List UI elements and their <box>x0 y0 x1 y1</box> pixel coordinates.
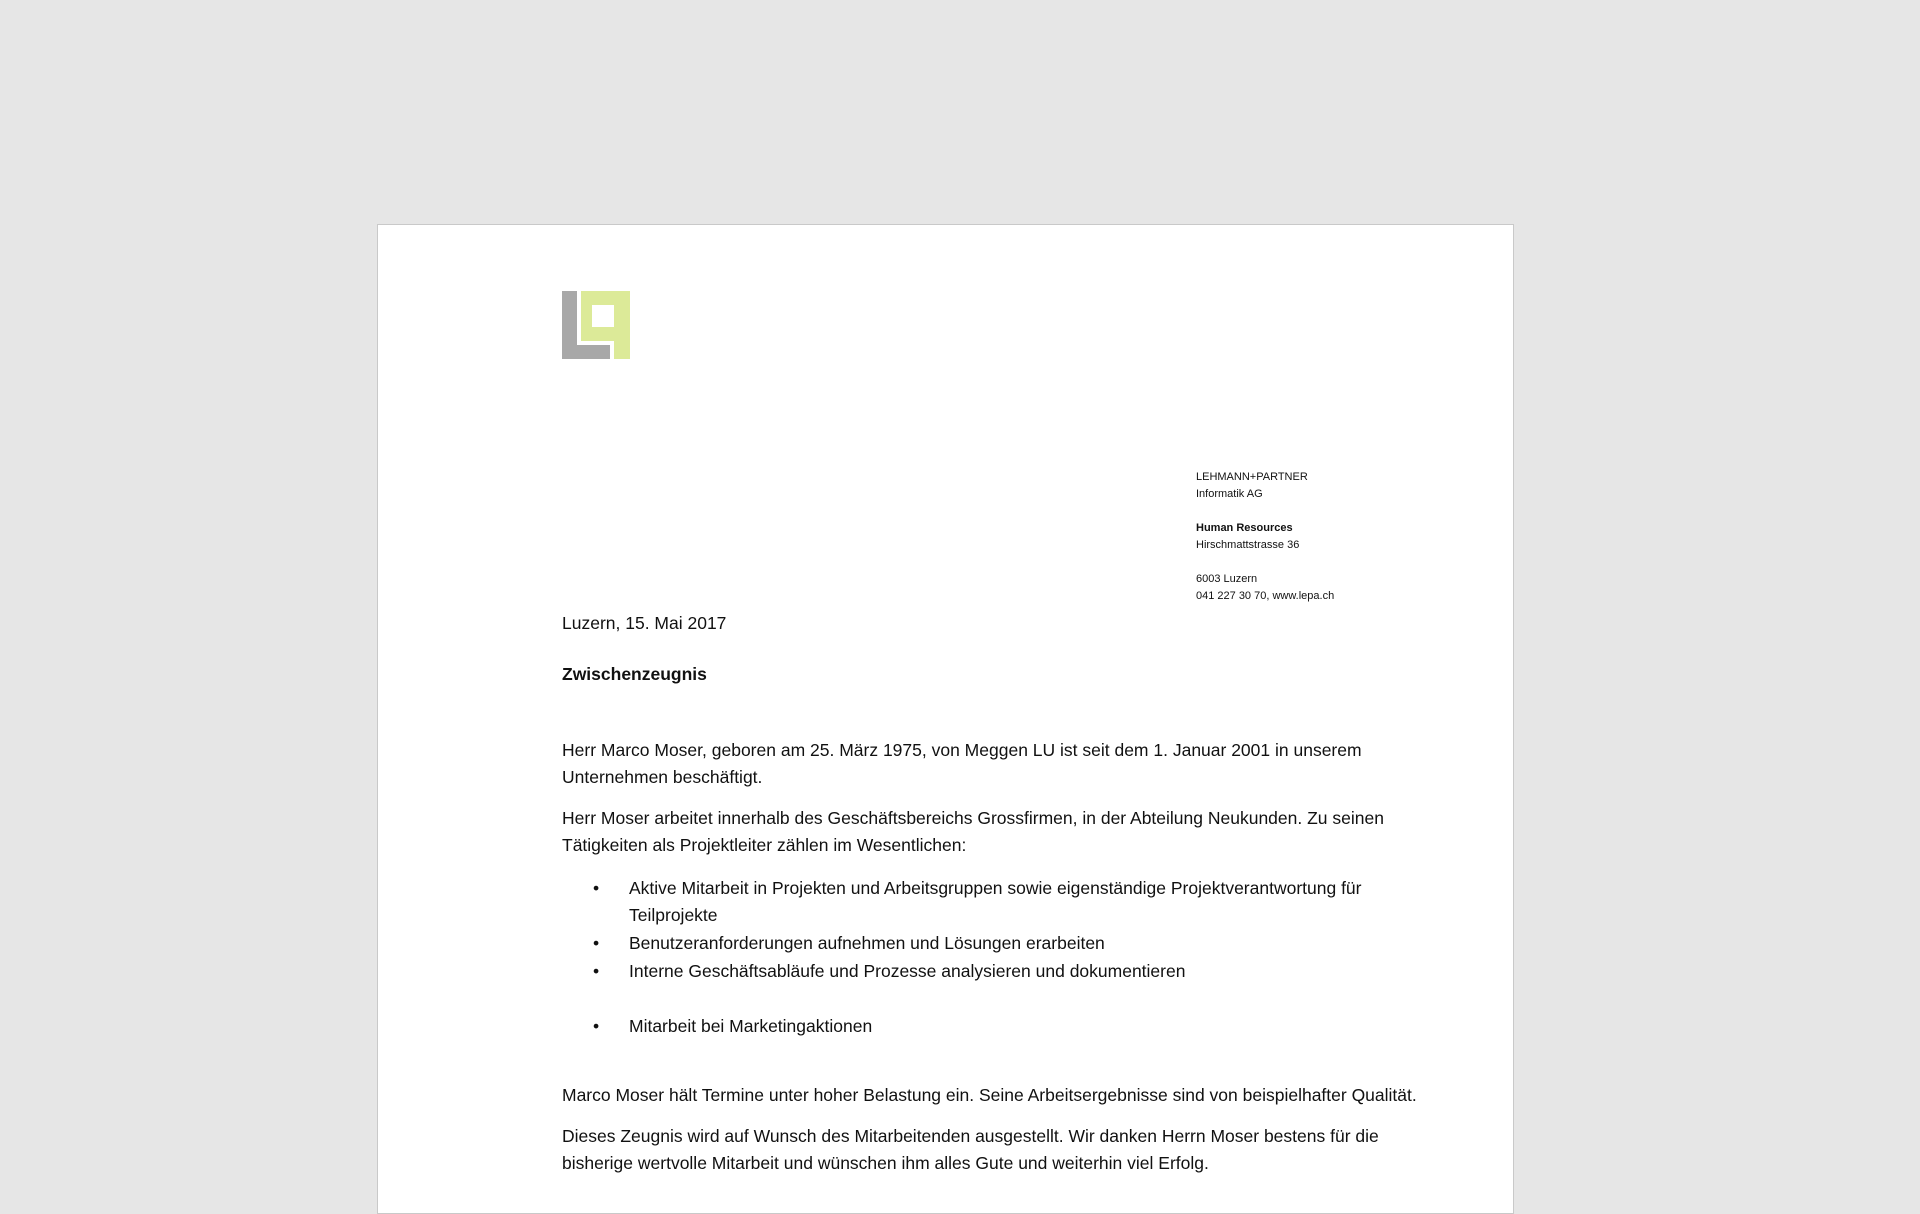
letter-subject: Zwischenzeugnis <box>562 664 707 684</box>
contact-info: 041 227 30 70, www.lepa.ch <box>1196 590 1335 602</box>
duty-text: Benutzeranforderungen aufnehmen und Lösungen erarbeiten <box>629 933 1105 953</box>
letter-body <box>562 610 1442 1177</box>
spacer <box>1196 503 1334 520</box>
duty-text: Mitarbeit bei Marketingaktionen <box>629 1016 873 1036</box>
paragraph-performance: Marco Moser hält Termine unter hoher Belastung ein. Seine Arbeitsergebnisse sind von beispielhafter Qualität. <box>562 1085 1417 1105</box>
lp-logo <box>562 291 630 359</box>
bullet-icon: • <box>593 933 600 953</box>
paragraph-closing: Dieses Zeugnis wird auf Wunsch des Mitarbeitenden ausgestellt. Wir danken Herrn Moser bestens für die bisherige wertvolle Mitarbeit und wünschen ihm alles Gute und weiterhin viel Erfolg. <box>562 1126 1379 1173</box>
list-item <box>562 930 1442 957</box>
company-name: LEHMANN+PARTNER <box>1196 471 1308 483</box>
company-suffix: Informatik AG <box>1196 488 1263 500</box>
street-address: Hirschmattstrasse 36 <box>1196 539 1300 551</box>
duty-text: Aktive Mitarbeit in Projekten und Arbeitsgruppen sowie eigenständige Projektverantwortung für Teilprojekte <box>629 878 1362 925</box>
sender-address-block <box>1196 469 1334 605</box>
list-item <box>562 875 1442 929</box>
letter-date: Luzern, 15. Mai 2017 <box>562 613 727 633</box>
duties-list <box>562 875 1442 1040</box>
document-page <box>377 224 1514 1214</box>
bullet-icon: • <box>593 961 600 981</box>
paragraph-introduction: Herr Marco Moser, geboren am 25. März 1975, von Meggen LU ist seit dem 1. Januar 2001 in unserem Unternehmen beschäftigt. <box>562 740 1362 787</box>
duty-text: Interne Geschäftsabläufe und Prozesse analysieren und dokumentieren <box>629 961 1186 981</box>
bullet-icon: • <box>593 878 600 898</box>
department-name: Human Resources <box>1196 522 1293 534</box>
paragraph-role: Herr Moser arbeitet innerhalb des Geschäftsbereichs Grossfirmen, in der Abteilung Neukunden. Zu seinen Tätigkeiten als Projektleiter zählen im Wesentlichen: <box>562 808 1384 855</box>
postal-city: 6003 Luzern <box>1196 573 1258 585</box>
lp-logo-icon <box>562 291 630 359</box>
list-item <box>562 958 1442 985</box>
bullet-icon: • <box>593 1016 600 1036</box>
list-item <box>562 1013 1442 1040</box>
spacer <box>1196 554 1334 571</box>
